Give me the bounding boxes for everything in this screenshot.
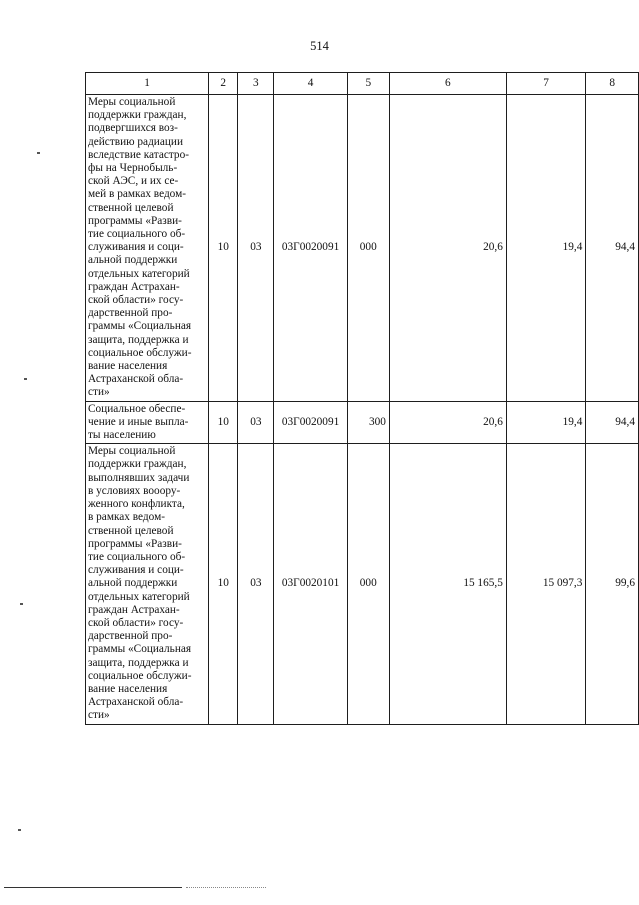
budget-table [85, 72, 639, 725]
plan-amount-cell: 20,6 [389, 95, 506, 402]
row-name-cell: Меры социальной поддержки граждан, подвергшихся воз- действию радиации вследствие катастро- фы на Чернобыль- ской АЭС, и их се- мей в рамках ведом- ственной целевой программы «Разви- тие социального об- служивания и соци- альной поддержки отдельных категорий граждан Астрахан- ской области» госу- дарственной про- граммы «Социальная защита, поддержка и социальное обслужи- вание населения Астраханской обла- сти» [86, 95, 209, 402]
fact-amount-cell: 19,4 [506, 95, 586, 402]
target-article-cell: 03Г0020091 [274, 95, 347, 402]
row-name-cell: Социальное обеспе- чение и иные выпла- ты населению [86, 401, 209, 444]
plan-amount-cell: 15 165,5 [389, 444, 506, 724]
percent-cell: 94,4 [586, 401, 639, 444]
header-cell: 4 [274, 73, 347, 95]
percent-cell: 94,4 [586, 95, 639, 402]
header-cell: 7 [506, 73, 586, 95]
section-code-cell: 10 [209, 401, 238, 444]
scan-speck [18, 829, 21, 831]
fact-amount-cell: 19,4 [506, 401, 586, 444]
section-code-cell: 10 [209, 95, 238, 402]
footer-rule [4, 887, 182, 888]
subsection-code-cell: 03 [238, 444, 274, 724]
fact-amount-cell: 15 097,3 [506, 444, 586, 724]
scan-speck [20, 603, 23, 605]
target-article-cell: 03Г0020091 [274, 401, 347, 444]
table-row [86, 95, 639, 402]
header-cell: 1 [86, 73, 209, 95]
header-cell: 8 [586, 73, 639, 95]
subsection-code-cell: 03 [238, 95, 274, 402]
percent-cell: 99,6 [586, 444, 639, 724]
header-cell: 3 [238, 73, 274, 95]
header-cell: 5 [347, 73, 389, 95]
row-name-cell: Меры социальной поддержки граждан, выполнявших задачи в условиях вооору- женного конфликта, в рамках ведом- ственной целевой программы «Разви- тие социального об- служивания и соци- альной поддержки отдельных категорий граждан Астрахан- ской области» госу- дарственной про- граммы «Социальная защита, поддержка и социальное обслужи- вание населения Астраханской обла- сти» [86, 444, 209, 724]
section-code-cell: 10 [209, 444, 238, 724]
header-cell: 2 [209, 73, 238, 95]
subsection-code-cell: 03 [238, 401, 274, 444]
table-row [86, 401, 639, 444]
expense-type-cell: 000 [347, 95, 389, 402]
page-number: 514 [310, 39, 329, 53]
table-header-row [86, 73, 639, 95]
scan-speck [37, 152, 40, 154]
scan-speck [24, 378, 27, 380]
footer-rule-dotted [186, 887, 266, 888]
table-row [86, 444, 639, 724]
target-article-cell: 03Г0020101 [274, 444, 347, 724]
plan-amount-cell: 20,6 [389, 401, 506, 444]
expense-type-cell: 000 [347, 444, 389, 724]
header-cell: 6 [389, 73, 506, 95]
expense-type-cell: 300 [347, 401, 389, 444]
